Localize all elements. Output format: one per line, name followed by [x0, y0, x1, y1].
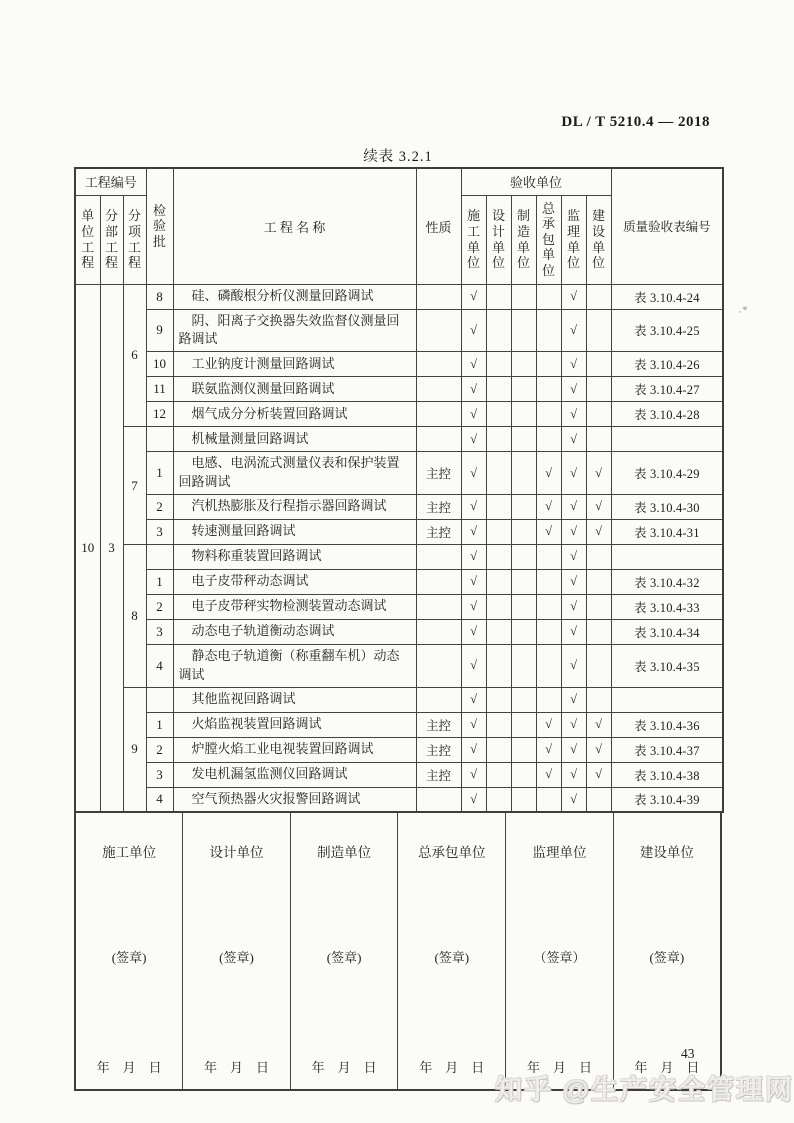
header-acceptance-units-group: 验收单位 — [461, 168, 611, 195]
check-cell-construction: √ — [461, 494, 486, 519]
check-cell-supervision: √ — [561, 402, 586, 427]
check-cell-manufacturer — [511, 427, 536, 452]
check-cell-manufacturer — [511, 569, 536, 594]
signature-seal-label: (签章) — [326, 950, 362, 966]
check-cell-general-contractor — [536, 569, 561, 594]
header-unit-project: 单位工程 — [75, 195, 100, 284]
check-cell-supervision: √ — [561, 619, 586, 644]
check-cell-design — [486, 762, 511, 787]
nature-cell — [416, 594, 461, 619]
check-cell-owner: √ — [586, 737, 611, 762]
check-cell-construction: √ — [461, 402, 486, 427]
check-cell-owner — [586, 619, 611, 644]
project-name-text: 物料称重装置回路调试 — [191, 548, 322, 564]
header-item-project: 分项工程 — [123, 195, 146, 284]
check-cell-owner: √ — [586, 762, 611, 787]
table-row — [75, 402, 723, 427]
check-cell-owner — [586, 569, 611, 594]
acceptance-form-code-cell: 表 3.10.4-24 — [611, 284, 723, 309]
acceptance-form-code-cell — [611, 687, 723, 712]
table-row — [75, 352, 723, 377]
project-name-cell — [173, 594, 416, 619]
project-name-cell — [173, 544, 416, 569]
check-cell-design — [486, 494, 511, 519]
check-cell-construction: √ — [461, 712, 486, 737]
nature-cell — [416, 619, 461, 644]
project-name-cell — [173, 644, 416, 687]
check-cell-general-contractor — [536, 352, 561, 377]
project-name-cell — [173, 352, 416, 377]
nature-cell: 主控 — [416, 737, 461, 762]
nature-cell — [416, 569, 461, 594]
check-cell-owner — [586, 377, 611, 402]
table-row — [75, 619, 723, 644]
check-cell-supervision: √ — [561, 787, 586, 812]
acceptance-form-code-cell: 表 3.10.4-25 — [611, 309, 723, 352]
check-cell-supervision: √ — [561, 427, 586, 452]
table-row — [75, 569, 723, 594]
signature-cell-design — [183, 812, 291, 1090]
batch-no-cell: 1 — [146, 569, 173, 594]
check-cell-general-contractor: √ — [536, 452, 561, 495]
nature-cell — [416, 352, 461, 377]
acceptance-form-code-cell: 表 3.10.4-26 — [611, 352, 723, 377]
check-cell-design — [486, 519, 511, 544]
nature-cell — [416, 427, 461, 452]
table-row — [75, 644, 723, 687]
batch-no-cell: 2 — [146, 594, 173, 619]
check-cell-supervision: √ — [561, 452, 586, 495]
check-cell-design — [486, 402, 511, 427]
check-cell-manufacturer — [511, 402, 536, 427]
header-project-number-group: 工程编号 — [75, 168, 146, 195]
check-cell-general-contractor: √ — [536, 519, 561, 544]
acceptance-form-code-cell: 表 3.10.4-33 — [611, 594, 723, 619]
check-cell-supervision: √ — [561, 712, 586, 737]
nature-cell: 主控 — [416, 452, 461, 495]
project-name-cell — [173, 519, 416, 544]
check-cell-owner — [586, 309, 611, 352]
check-cell-design — [486, 544, 511, 569]
table-row — [75, 494, 723, 519]
nature-cell — [416, 377, 461, 402]
check-cell-construction: √ — [461, 284, 486, 309]
check-cell-owner — [586, 687, 611, 712]
check-cell-general-contractor — [536, 644, 561, 687]
signature-unit-label: 施工单位 — [102, 845, 157, 861]
signature-seal-label: (签章) — [219, 950, 254, 966]
check-cell-design — [486, 427, 511, 452]
check-cell-owner — [586, 284, 611, 309]
check-cell-construction: √ — [461, 427, 486, 452]
check-cell-manufacturer — [511, 644, 536, 687]
table-row — [75, 544, 723, 569]
project-name-cell — [173, 712, 416, 737]
signature-cell-construction — [75, 812, 183, 1090]
table-row — [75, 787, 723, 812]
check-cell-owner — [586, 787, 611, 812]
acceptance-form-code-cell: 表 3.10.4-27 — [611, 377, 723, 402]
nature-cell: 主控 — [416, 519, 461, 544]
check-cell-construction: √ — [461, 569, 486, 594]
nature-cell — [416, 787, 461, 812]
header-manufacturer-unit: 制造单位 — [511, 195, 536, 284]
check-cell-construction: √ — [461, 452, 486, 495]
check-cell-owner: √ — [586, 494, 611, 519]
check-cell-supervision: √ — [561, 544, 586, 569]
acceptance-form-code-cell: 表 3.10.4-39 — [611, 787, 723, 812]
batch-no-cell: 3 — [146, 519, 173, 544]
project-name-text: 机械量测量回路调试 — [191, 430, 309, 446]
project-name-text: 静态电子轨道衡（称重翻车机）动态调试 — [178, 647, 400, 682]
item-project-no-cell: 8 — [123, 544, 146, 687]
check-cell-design — [486, 594, 511, 619]
signature-date-label: 年 月 日 — [526, 1060, 592, 1076]
signature-seal-label: （签章） — [533, 950, 586, 966]
check-cell-manufacturer — [511, 737, 536, 762]
acceptance-form-code-cell: 表 3.10.4-35 — [611, 644, 723, 687]
project-name-cell — [173, 737, 416, 762]
check-cell-manufacturer — [511, 309, 536, 352]
project-name-cell — [173, 494, 416, 519]
check-cell-construction: √ — [461, 519, 486, 544]
check-cell-design — [486, 787, 511, 812]
project-name-cell — [173, 569, 416, 594]
check-cell-manufacturer — [511, 594, 536, 619]
signature-unit-label: 设计单位 — [209, 845, 264, 861]
check-cell-manufacturer — [511, 284, 536, 309]
check-cell-general-contractor — [536, 544, 561, 569]
check-cell-supervision: √ — [561, 309, 586, 352]
project-name-text: 硅、磷酸根分析仪测量回路调试 — [191, 288, 374, 304]
batch-no-cell: 3 — [146, 619, 173, 644]
table-row — [75, 712, 723, 737]
batch-no-cell: 8 — [146, 284, 173, 309]
check-cell-general-contractor — [536, 402, 561, 427]
project-name-text: 电子皮带秤动态调试 — [191, 573, 309, 589]
check-cell-general-contractor — [536, 787, 561, 812]
header-nature: 性质 — [416, 168, 461, 284]
check-cell-construction: √ — [461, 762, 486, 787]
check-cell-supervision: √ — [561, 644, 586, 687]
check-cell-general-contractor: √ — [536, 712, 561, 737]
check-cell-design — [486, 737, 511, 762]
project-name-text: 炉膛火焰工业电视装置回路调试 — [191, 741, 374, 757]
table-row — [75, 687, 723, 712]
header-supervision-unit: 监理单位 — [561, 195, 586, 284]
project-name-cell — [173, 762, 416, 787]
header-owner-unit: 建设单位 — [586, 195, 611, 284]
check-cell-manufacturer — [511, 544, 536, 569]
check-cell-design — [486, 452, 511, 495]
signature-cell-general-contractor — [398, 812, 506, 1090]
check-cell-manufacturer — [511, 452, 536, 495]
check-cell-owner: √ — [586, 519, 611, 544]
table-row — [75, 309, 723, 352]
signature-date-label: 年 月 日 — [634, 1060, 700, 1076]
check-cell-construction: √ — [461, 594, 486, 619]
check-cell-construction: √ — [461, 619, 486, 644]
check-cell-manufacturer — [511, 762, 536, 787]
signature-seal-label: (签章) — [649, 950, 685, 966]
project-name-cell — [173, 787, 416, 812]
acceptance-table-frame — [74, 167, 722, 1091]
acceptance-form-code-cell: 表 3.10.4-28 — [611, 402, 723, 427]
check-cell-construction: √ — [461, 377, 486, 402]
check-cell-design — [486, 569, 511, 594]
table-header — [75, 168, 723, 284]
signature-cell-supervision — [506, 812, 614, 1090]
signature-unit-label: 总承包单位 — [418, 845, 486, 861]
scan-artifact: .* — [737, 303, 749, 317]
table-row — [75, 377, 723, 402]
project-name-text: 火焰监视装置回路调试 — [191, 716, 322, 732]
batch-no-cell: 4 — [146, 787, 173, 812]
check-cell-design — [486, 309, 511, 352]
check-cell-construction: √ — [461, 644, 486, 687]
check-cell-supervision: √ — [561, 494, 586, 519]
standard-code: DL / T 5210.4 — 2018 — [561, 114, 710, 130]
check-cell-owner: √ — [586, 712, 611, 737]
check-cell-manufacturer — [511, 352, 536, 377]
acceptance-form-code-cell: 表 3.10.4-34 — [611, 619, 723, 644]
nature-cell — [416, 284, 461, 309]
header-quality-form-code: 质量验收表编号 — [611, 168, 723, 284]
check-cell-manufacturer — [511, 377, 536, 402]
check-cell-design — [486, 284, 511, 309]
watermark: 知乎 @生产安全管理网 — [495, 1075, 794, 1105]
header-project-name: 工 程 名 称 — [173, 168, 416, 284]
header-general-contractor-unit: 总承包单位 — [536, 195, 561, 284]
header-design-unit: 设计单位 — [486, 195, 511, 284]
acceptance-form-code-cell: 表 3.10.4-36 — [611, 712, 723, 737]
project-name-cell — [173, 619, 416, 644]
check-cell-design — [486, 712, 511, 737]
check-cell-supervision: √ — [561, 519, 586, 544]
signature-table — [74, 811, 722, 1091]
check-cell-manufacturer — [511, 519, 536, 544]
acceptance-form-code-cell — [611, 427, 723, 452]
nature-cell — [416, 402, 461, 427]
check-cell-supervision: √ — [561, 737, 586, 762]
signature-date-label: 年 月 日 — [96, 1060, 162, 1076]
project-name-cell — [173, 427, 416, 452]
check-cell-construction: √ — [461, 544, 486, 569]
check-cell-supervision: √ — [561, 687, 586, 712]
nature-cell — [416, 687, 461, 712]
check-cell-construction: √ — [461, 737, 486, 762]
nature-cell: 主控 — [416, 762, 461, 787]
unit-project-no-cell: 10 — [75, 284, 100, 812]
table-row — [75, 452, 723, 495]
check-cell-supervision: √ — [561, 569, 586, 594]
check-cell-manufacturer — [511, 712, 536, 737]
batch-no-cell — [146, 544, 173, 569]
header-division-project: 分部工程 — [100, 195, 123, 284]
check-cell-manufacturer — [511, 687, 536, 712]
check-cell-owner — [586, 427, 611, 452]
acceptance-form-code-cell: 表 3.10.4-38 — [611, 762, 723, 787]
check-cell-general-contractor — [536, 309, 561, 352]
nature-cell — [416, 644, 461, 687]
project-name-text: 空气预热器火灾报警回路调试 — [191, 790, 361, 806]
acceptance-form-code-cell: 表 3.10.4-32 — [611, 569, 723, 594]
project-name-text: 阴、阳离子交换器失效监督仪测量回路调试 — [178, 312, 400, 347]
batch-no-cell: 10 — [146, 352, 173, 377]
check-cell-supervision: √ — [561, 594, 586, 619]
check-cell-supervision: √ — [561, 762, 586, 787]
project-name-cell — [173, 284, 416, 309]
acceptance-form-code-cell: 表 3.10.4-37 — [611, 737, 723, 762]
header-construction-unit: 施工单位 — [461, 195, 486, 284]
nature-cell: 主控 — [416, 712, 461, 737]
project-name-text: 工业钠度计测量回路调试 — [191, 355, 335, 371]
project-name-cell — [173, 402, 416, 427]
check-cell-manufacturer — [511, 787, 536, 812]
check-cell-manufacturer — [511, 494, 536, 519]
check-cell-manufacturer — [511, 619, 536, 644]
batch-no-cell: 3 — [146, 762, 173, 787]
check-cell-general-contractor — [536, 619, 561, 644]
check-cell-supervision: √ — [561, 377, 586, 402]
acceptance-form-code-cell: 表 3.10.4-31 — [611, 519, 723, 544]
check-cell-design — [486, 619, 511, 644]
signature-cell-owner — [613, 812, 721, 1090]
project-name-text: 其他监视回路调试 — [191, 691, 296, 707]
project-name-text: 转速测量回路调试 — [191, 523, 296, 539]
check-cell-design — [486, 687, 511, 712]
batch-no-cell: 12 — [146, 402, 173, 427]
batch-no-cell — [146, 687, 173, 712]
project-name-text: 发电机漏氢监测仪回路调试 — [191, 766, 348, 782]
check-cell-design — [486, 352, 511, 377]
check-cell-owner: √ — [586, 452, 611, 495]
table-row — [75, 737, 723, 762]
project-name-cell — [173, 687, 416, 712]
batch-no-cell: 2 — [146, 737, 173, 762]
acceptance-table — [74, 167, 724, 813]
signature-unit-label: 制造单位 — [317, 845, 372, 861]
check-cell-owner — [586, 644, 611, 687]
check-cell-general-contractor: √ — [536, 762, 561, 787]
batch-no-cell: 1 — [146, 452, 173, 495]
project-name-text: 烟气成分分析装置回路调试 — [191, 405, 348, 421]
item-project-no-cell: 9 — [123, 687, 146, 812]
signature-seal-label: (签章) — [434, 950, 470, 966]
nature-cell — [416, 544, 461, 569]
check-cell-owner — [586, 544, 611, 569]
check-cell-general-contractor — [536, 377, 561, 402]
batch-no-cell: 9 — [146, 309, 173, 352]
check-cell-supervision: √ — [561, 352, 586, 377]
nature-cell: 主控 — [416, 494, 461, 519]
signature-date-label: 年 月 日 — [203, 1060, 269, 1076]
table-row — [75, 519, 723, 544]
item-project-no-cell: 7 — [123, 427, 146, 545]
signature-date-label: 年 月 日 — [311, 1060, 377, 1076]
signature-cell-manufacturer — [290, 812, 398, 1090]
check-cell-construction: √ — [461, 687, 486, 712]
signature-row — [75, 812, 721, 1090]
check-cell-general-contractor — [536, 284, 561, 309]
division-project-no-cell: 3 — [100, 284, 123, 812]
check-cell-general-contractor — [536, 427, 561, 452]
table-row — [75, 284, 723, 309]
table-row — [75, 427, 723, 452]
table-row — [75, 594, 723, 619]
project-name-text: 动态电子轨道衡动态调试 — [191, 623, 335, 639]
project-name-cell — [173, 377, 416, 402]
check-cell-design — [486, 377, 511, 402]
item-project-no-cell: 6 — [123, 284, 146, 427]
batch-no-cell — [146, 427, 173, 452]
acceptance-form-code-cell: 表 3.10.4-30 — [611, 494, 723, 519]
batch-no-cell: 4 — [146, 644, 173, 687]
check-cell-general-contractor — [536, 594, 561, 619]
project-name-text: 联氨监测仪测量回路调试 — [191, 380, 335, 396]
table-title: 续表 3.2.1 — [363, 149, 433, 165]
check-cell-owner — [586, 402, 611, 427]
check-cell-owner — [586, 352, 611, 377]
project-name-text: 汽机热膨胀及行程指示器回路调试 — [191, 498, 387, 514]
project-name-text: 电子皮带秤实物检测装置动态调试 — [191, 598, 387, 614]
check-cell-owner — [586, 594, 611, 619]
signature-seal-label: (签章) — [111, 950, 147, 966]
check-cell-general-contractor — [536, 687, 561, 712]
check-cell-design — [486, 644, 511, 687]
signature-date-label: 年 月 日 — [419, 1060, 485, 1076]
check-cell-construction: √ — [461, 309, 486, 352]
project-name-cell — [173, 309, 416, 352]
header-inspection-batch: 检验批 — [146, 168, 173, 284]
acceptance-form-code-cell — [611, 544, 723, 569]
project-name-text: 电感、电涡流式测量仪表和保护装置回路调试 — [178, 455, 400, 490]
signature-unit-label: 建设单位 — [639, 845, 694, 861]
acceptance-form-code-cell: 表 3.10.4-29 — [611, 452, 723, 495]
nature-cell — [416, 309, 461, 352]
project-name-cell — [173, 452, 416, 495]
batch-no-cell: 2 — [146, 494, 173, 519]
table-body — [75, 284, 723, 812]
page-number: 43 — [681, 1046, 695, 1061]
check-cell-construction: √ — [461, 352, 486, 377]
check-cell-general-contractor: √ — [536, 737, 561, 762]
batch-no-cell: 11 — [146, 377, 173, 402]
check-cell-construction: √ — [461, 787, 486, 812]
check-cell-supervision: √ — [561, 284, 586, 309]
signature-unit-label: 监理单位 — [532, 845, 587, 861]
batch-no-cell: 1 — [146, 712, 173, 737]
table-row — [75, 762, 723, 787]
check-cell-general-contractor: √ — [536, 494, 561, 519]
